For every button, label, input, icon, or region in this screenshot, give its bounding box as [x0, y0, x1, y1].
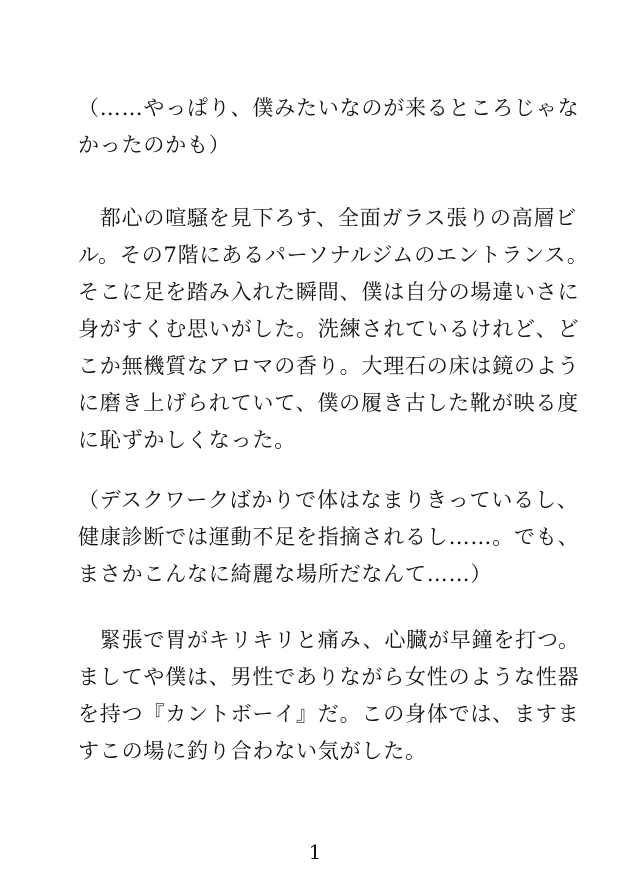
- text-line: まさかこんなに綺麗な場所だなんて……）: [78, 562, 493, 586]
- text-line: （デスクワークばかりで体はなまりきっているし、: [78, 488, 579, 512]
- text-line: そこに足を踏み入れた瞬間、僕は自分の場違いさに: [78, 280, 580, 304]
- text-line: 都心の喧騒を見下ろす、全面ガラス張りの高層ビ: [78, 206, 578, 230]
- page-number: 1: [308, 840, 322, 864]
- text-line: すこの場に釣り合わない気がした。: [78, 739, 427, 763]
- text-line: 緊張で胃がキリキリと痛み、心臓が早鐘を打つ。: [78, 628, 580, 652]
- paragraph-narration-2: [78, 622, 580, 770]
- paragraph-narration-1: [78, 200, 589, 459]
- text-line: こか無機質なアロマの香り。大理石の床は鏡のよう: [78, 354, 580, 378]
- text-line: ましてや僕は、男性でありながら女性のような性器: [78, 665, 580, 689]
- text-line: 身がすくむ思いがした。洗練されているけれど、ど: [78, 317, 580, 341]
- text-line: に恥ずかしくなった。: [78, 428, 296, 452]
- text-line: 健康診断では運動不足を指摘されるし……。でも、: [78, 525, 580, 549]
- paragraph-inner-thought-1: [78, 90, 580, 164]
- text-line: （……やっぱり、僕みたいなのが来るところじゃな: [78, 96, 580, 120]
- text-line: ル。その7階にあるパーソナルジムのエントランス。: [78, 243, 589, 267]
- text-line: に磨き上げられていて、僕の履き古した靴が映る度: [78, 391, 579, 415]
- text-line: かったのかも）: [78, 133, 231, 157]
- text-line: を持つ『カントボーイ』だ。この身体では、ますま: [78, 702, 580, 726]
- paragraph-inner-thought-2: [78, 482, 580, 593]
